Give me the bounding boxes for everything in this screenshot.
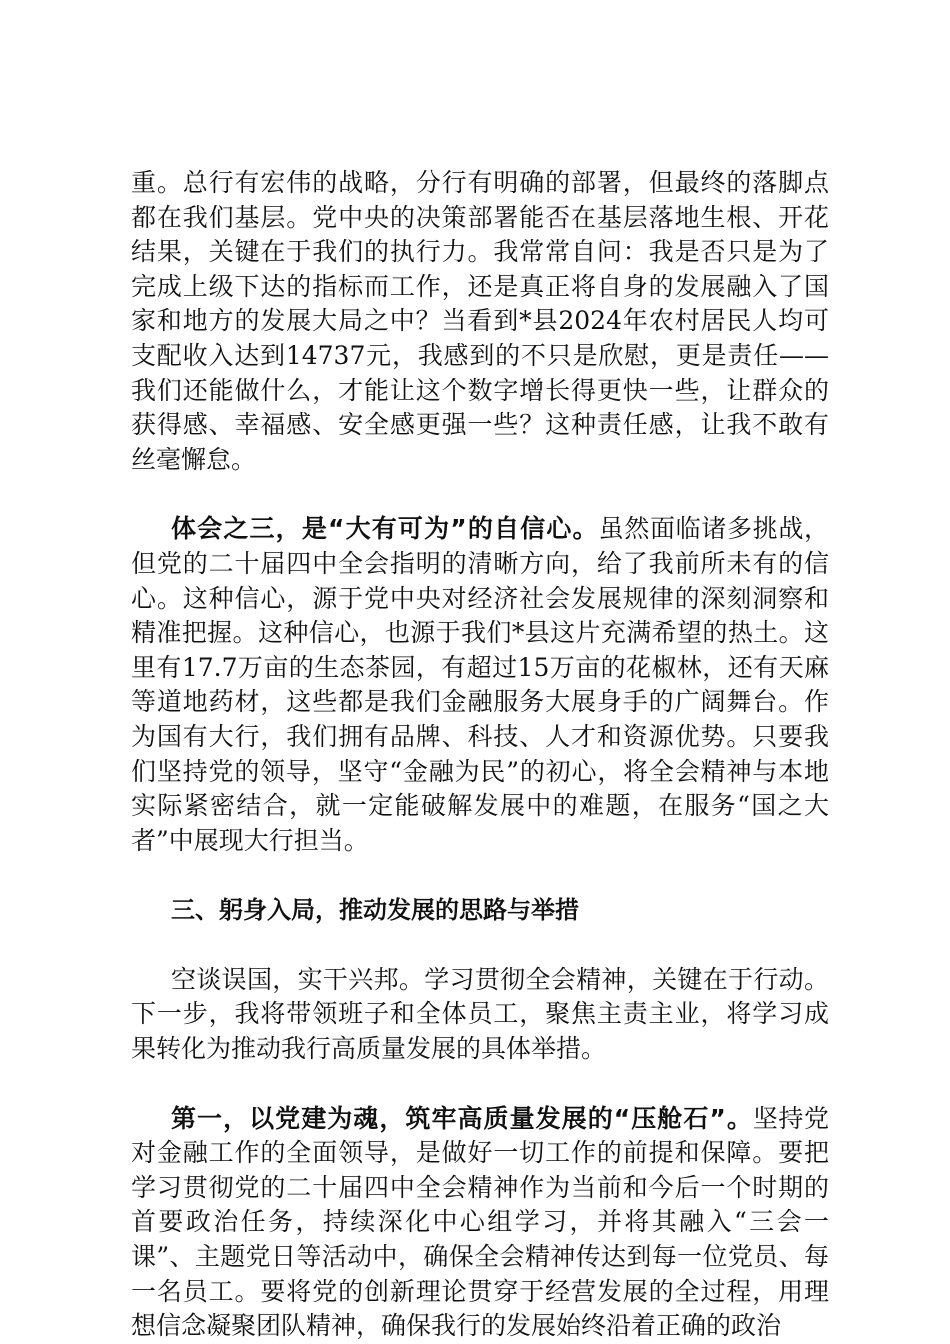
section-heading-3: 三、躬身入局，推动发展的思路与举措	[171, 896, 579, 925]
paragraph-body-confidence: 虽然面临诸多挑战，但党的二十届四中全会指明的清晰方向，给了我前所未有的信心。这种信心，源于党中央对经济社会发展规律的深刻洞察和精准把握。这种信心，也源于我们*县这片充满希望的热土。这里有17.7万亩的生态茶园，有超过15万亩的花椒林，还有天麻等道地药材，这些都是我们金融服务大展身手的广阔舞台。作为国有大行，我们拥有品牌、科技、人才和资源优势。只要我们坚持党的领导，坚守“金融为民”的初心，将全会精神与本地实际紧密结合，就一定能破解发展中的难题，在服务“国之大者”中展现大行担当。	[131, 514, 829, 855]
paragraph-lead-confidence: 体会之三，是“大有可为”的自信心。	[171, 514, 599, 544]
paragraph-lead-party-building: 第一，以党建为魂，筑牢高质量发展的“压舱石”。	[171, 1103, 753, 1133]
paragraph-gap	[131, 477, 829, 512]
paragraph-responsibility: 重。总行有宏伟的战略，分行有明确的部署，但最终的落脚点都在我们基层。党中央的决策部署能否在基层落地生根、开花结果，关键在于我们的执行力。我常常自问：我是否只是为了完成上级下达的指标而工作，还是真正将自身的发展融入了国家和地方的发展大局之中？当看到*县2024年农村居民人均可支配收入达到14737元，我感到的不只是欣慰，更是责任——我们还能做什么，才能让这个数字增长得更快一些，让群众的获得感、幸福感、安全感更强一些？这种责任感，让我不敢有丝毫懈怠。	[131, 168, 829, 474]
paragraph-confidence	[131, 512, 829, 858]
paragraph-action: 空谈误国，实干兴邦。学习贯彻全会精神，关键在于行动。下一步，我将带领班子和全体员工，聚焦主责主业，将学习成果转化为推动我行高质量发展的具体举措。	[131, 964, 829, 1064]
document-body	[131, 166, 829, 1344]
paragraph-body-party-building: 坚持党对金融工作的全面领导，是做好一切工作的前提和保障。要把学习贯彻党的二十届四中全会精神作为当前和今后一个时期的首要政治任务，持续深化中心组学习，并将其融入“三会一课”、主题党日等活动中，确保全会精神传达到每一位党员、每一名员工。要将党的创新理论贯穿于经营发展的全过程，用理想信念凝聚团队精神，确保我行的发展始终沿着正确的政治	[131, 1103, 829, 1341]
paragraph-gap	[131, 928, 829, 963]
paragraph-party-building	[131, 1102, 829, 1344]
paragraph-gap	[131, 1067, 829, 1102]
paragraph-gap	[131, 858, 829, 893]
